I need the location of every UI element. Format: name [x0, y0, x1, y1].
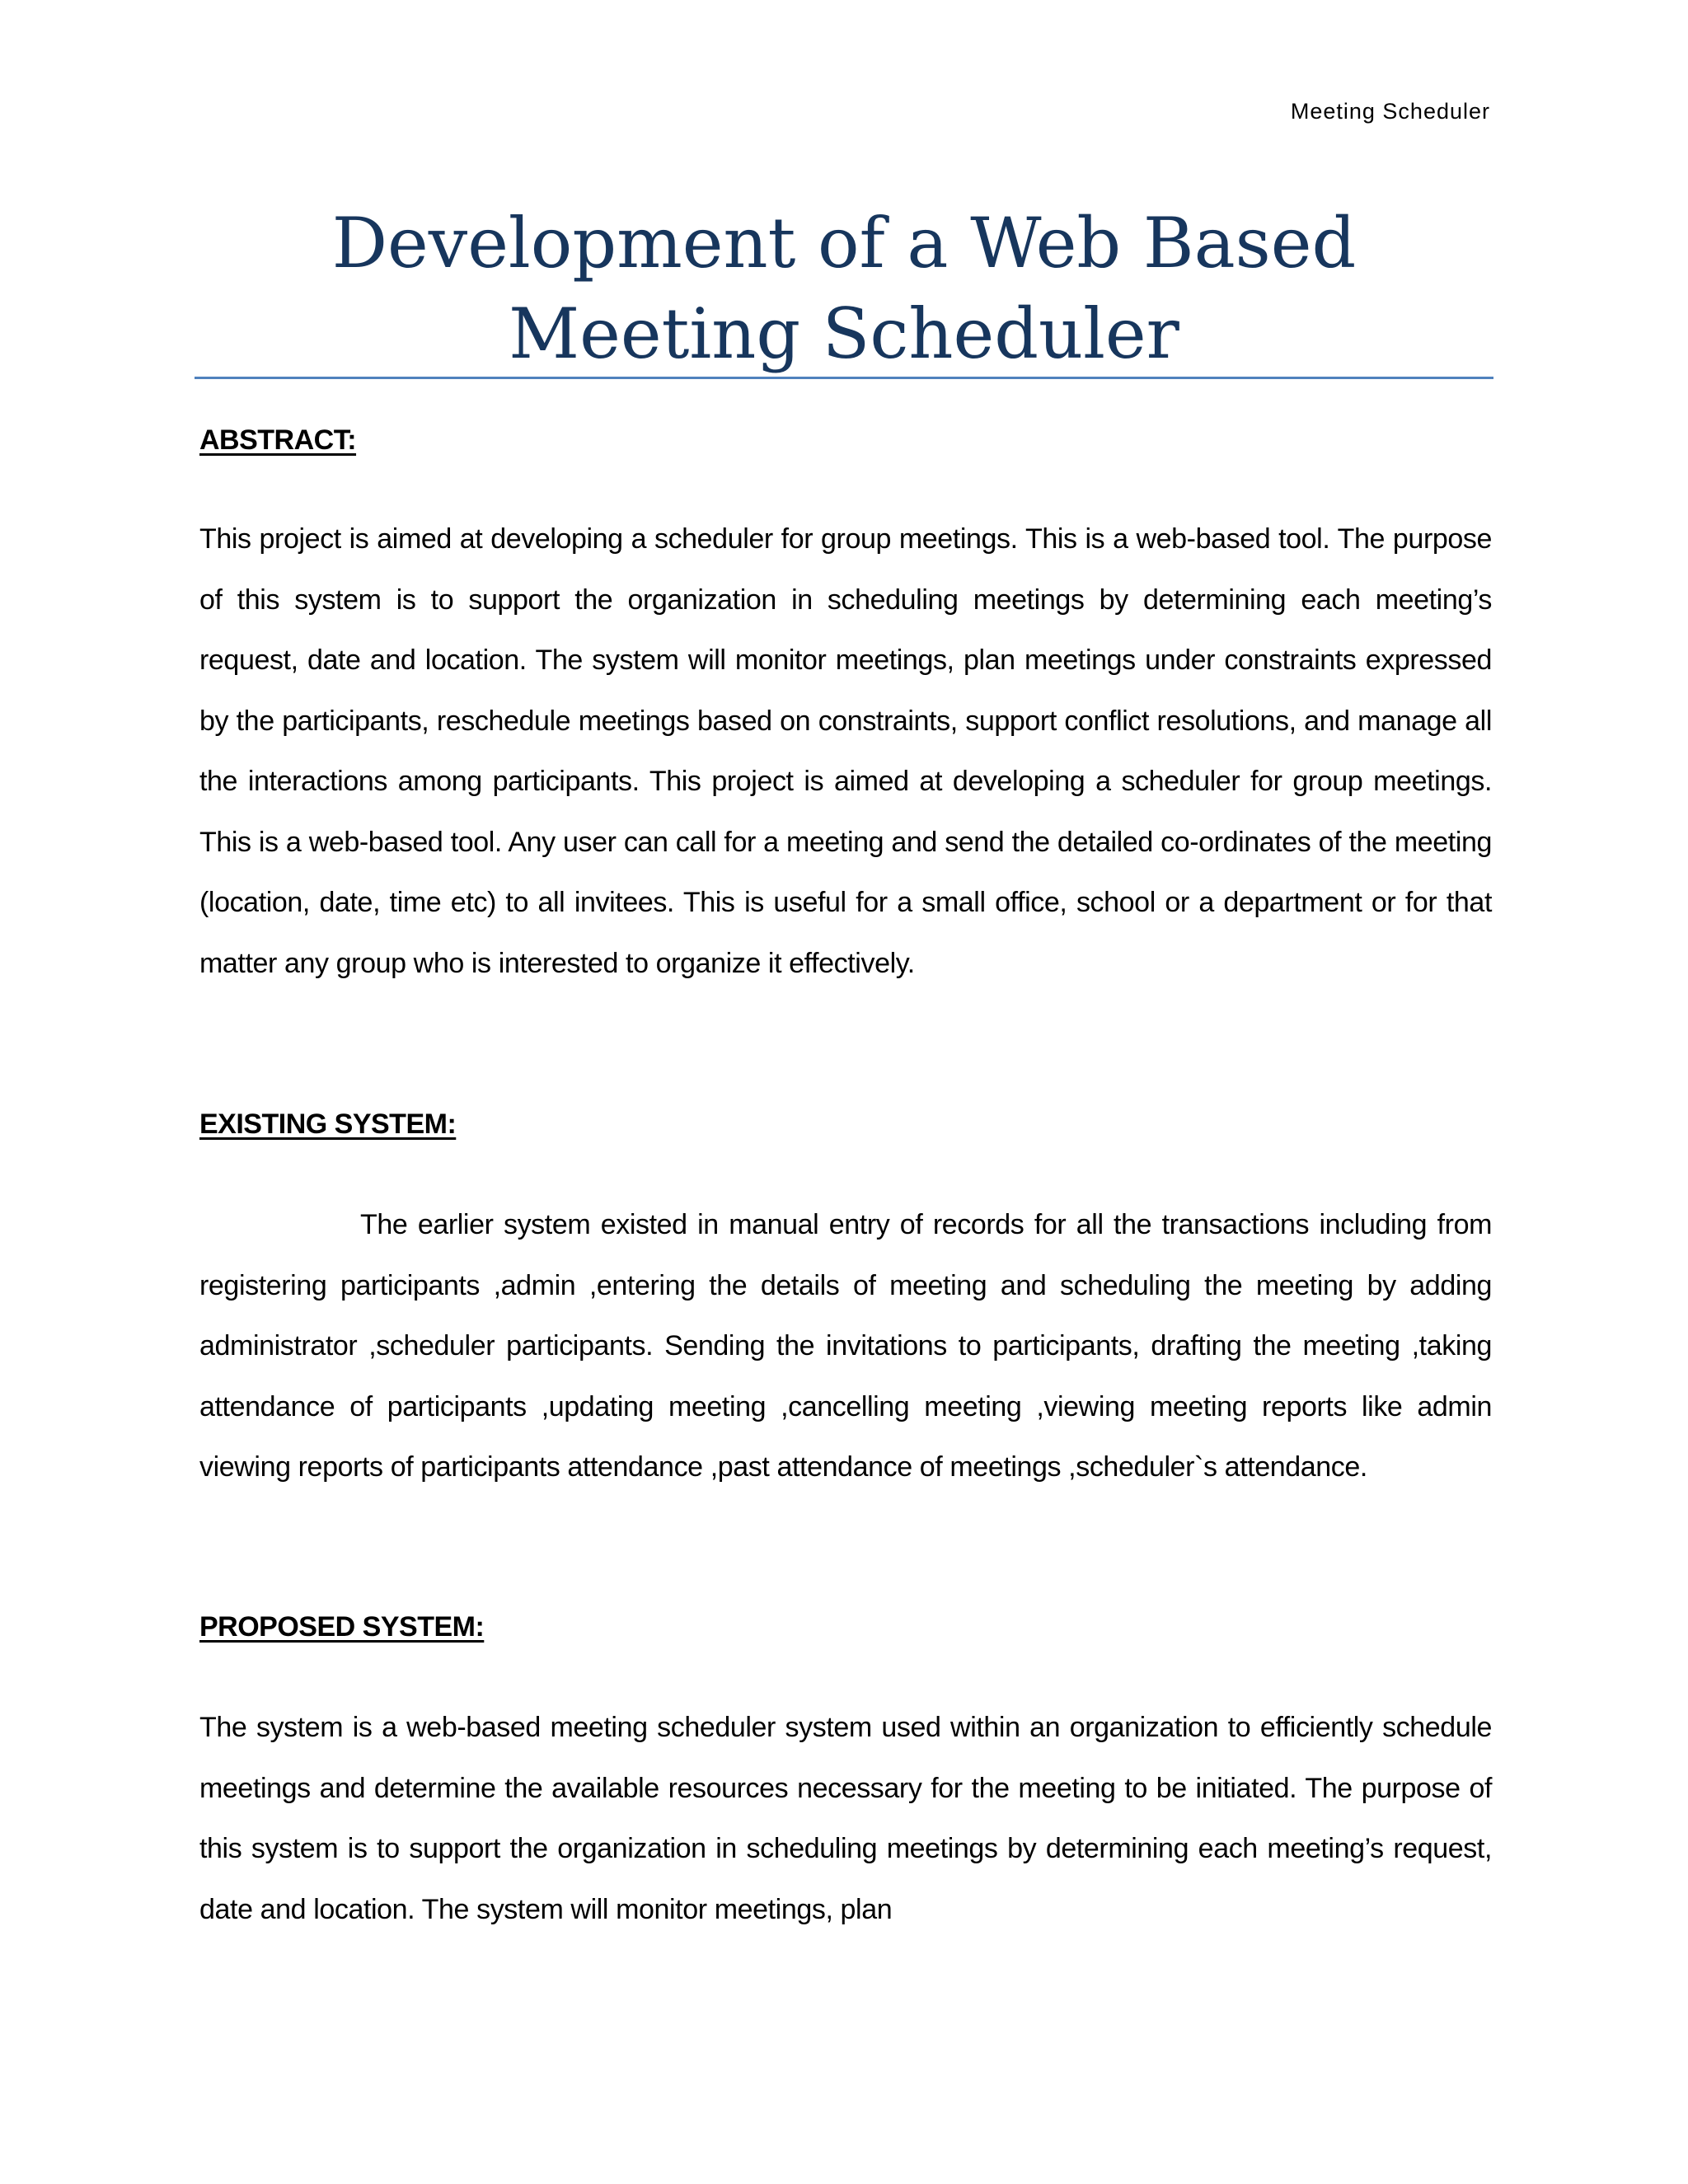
title-divider: [195, 377, 1493, 379]
abstract-section-heading-wrap: [199, 424, 1492, 457]
proposed-system-section: [199, 1698, 1492, 1940]
abstract-paragraph: This project is aimed at developing a scheduler for group meetings. This is a web-based tool. The purpose of this system is to support the organization in scheduling meetings by determining each meeting’s request, date and location. The system will monitor meetings, plan meetings under constraints expressed by the participants, reschedule meetings based on constraints, support conflict resolutions, and manage all the interactions among participants. This project is aimed at developing a scheduler for group meetings. This is a web-based tool. Any user can call for a meeting and send the detailed co-ordinates of the meeting (location, date, time etc) to all invitees. This is useful for a small office, school or a department or for that matter any group who is interested to organize it effectively.: [199, 523, 1492, 979]
proposed-system-paragraph: The system is a web-based meeting scheduler system used within an organization to efficiently schedule meetings and determine the available resources necessary for the meeting to be initiated. The purpose of this system is to support the organization in scheduling meetings by determining each meeting’s request, date and location. The system will monitor meetings, plan: [199, 1712, 1492, 1925]
abstract-heading: ABSTRACT:: [199, 424, 357, 456]
proposed-system-heading: PROPOSED SYSTEM:: [199, 1611, 485, 1643]
title-block: [195, 198, 1493, 379]
document-title: Development of a Web Based Meeting Scheduler: [331, 203, 1357, 374]
existing-system-heading: EXISTING SYSTEM:: [199, 1108, 457, 1140]
proposed-system-heading-wrap: [199, 1611, 1492, 1643]
existing-system-section: [199, 1195, 1492, 1498]
existing-system-paragraph: The earlier system existed in manual entry of records for all the transactions including from registering participants ,admin ,entering the details of meeting and scheduling the meeting by adding administrator ,scheduler participants. Sending the invitations to participants, drafting the meeting ,taking attendance of participants ,updating meeting ,cancelling meeting ,viewing meeting reports like admin viewing reports of participants attendance ,past attendance of meetings ,scheduler`s attendance.: [199, 1209, 1492, 1483]
abstract-section: [199, 509, 1492, 994]
existing-system-heading-wrap: [199, 1108, 1492, 1141]
running-header: Meeting Scheduler: [1290, 99, 1490, 124]
